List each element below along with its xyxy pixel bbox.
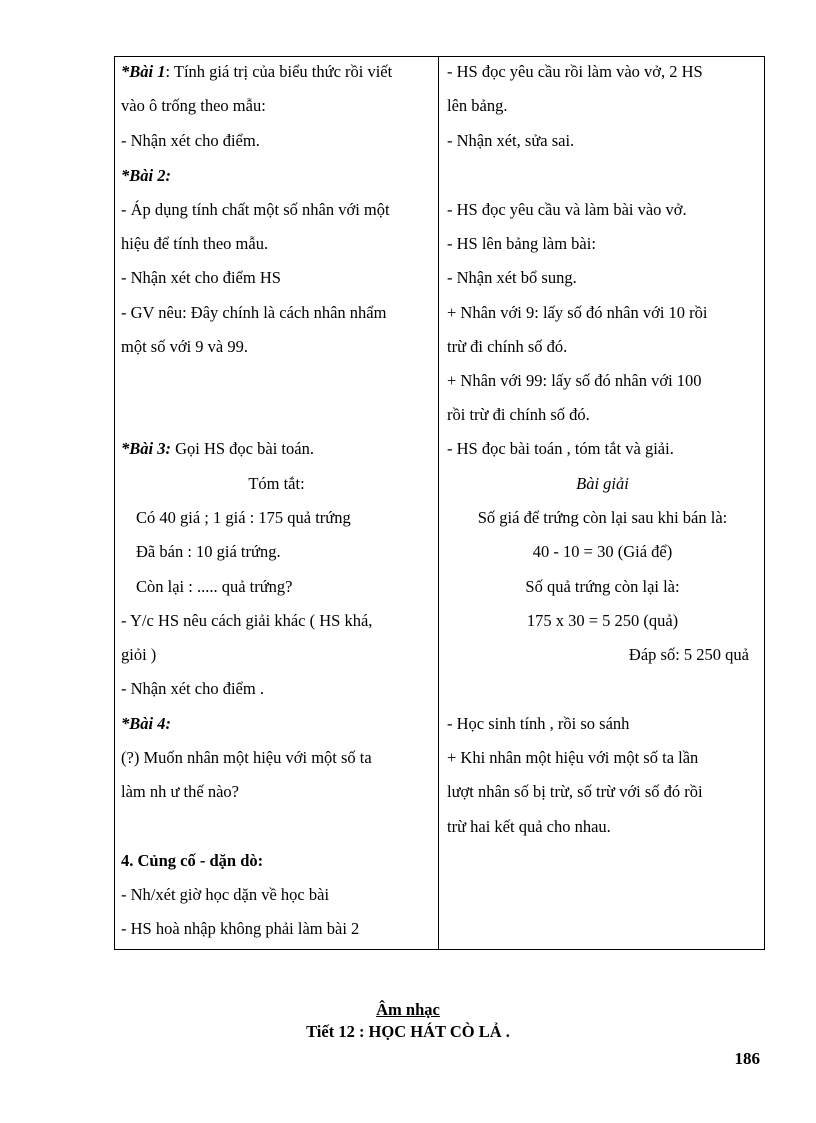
giai-line1: Số giá để trứng còn lại sau khi bán là: — [477, 508, 728, 527]
bai2-line4: - GV nêu: Đây chính là cách nhân nhẩm — [121, 303, 387, 322]
cungco-heading: 4. Củng cố - dặn dò: — [121, 851, 264, 870]
giai-line2: 40 - 10 = 30 (Giá để) — [532, 542, 673, 561]
bai4-label: *Bài 4: — [121, 714, 171, 733]
right-line10: rồi trừ đi chính số đó. — [447, 405, 590, 424]
column-divider — [438, 56, 439, 950]
cungco-line2: - HS hoà nhập không phải làm bài 2 — [121, 919, 360, 938]
bai3-line1 — [121, 438, 314, 460]
giai-line4: 175 x 30 = 5 250 (quả) — [526, 611, 679, 630]
right-line4: - HS đọc yêu cầu và làm bài vào vở. — [447, 200, 687, 219]
right-line3: - Nhận xét, sửa sai. — [447, 131, 575, 150]
lesson-table — [114, 56, 765, 950]
bai2-line3: - Nhận xét cho điểm HS — [121, 268, 281, 287]
bai1-line2: vào ô trống theo mẫu: — [121, 96, 266, 115]
right-line2: lên bảng. — [447, 96, 508, 115]
bai2-line5: một số với 9 và 99. — [121, 337, 248, 356]
right-line13: + Khi nhân một hiệu với một số ta lần — [447, 748, 699, 767]
subject-heading — [0, 1000, 816, 1020]
right-line14: lượt nhân số bị trừ, số trừ với số đó rồi — [447, 782, 703, 801]
tomtat-line1: Có 40 giá ; 1 giá : 175 quả trứng — [136, 508, 351, 527]
baigiai-heading: Bài giải — [576, 474, 629, 493]
bai3-line6: giỏi ) — [121, 645, 157, 664]
page-number: 186 — [734, 1049, 760, 1068]
bai2-line2: hiệu để tính theo mẫu. — [121, 234, 269, 253]
bai3-text: Gọi HS đọc bài toán. — [170, 439, 314, 458]
right-line6: - Nhận xét bổ sung. — [447, 268, 577, 287]
bai1-line3: - Nhận xét cho điểm. — [121, 131, 260, 150]
bai4-line2: làm nh ư thế nào? — [121, 782, 239, 801]
right-line11: - HS đọc bài toán , tóm tắt và giải. — [447, 439, 674, 458]
subject-title: Âm nhạc — [376, 1000, 440, 1019]
bai4-line1: (?) Muốn nhân một hiệu với một số ta — [121, 748, 372, 767]
bai1-text: : Tính giá trị của biểu thức rồi viết — [165, 62, 393, 81]
bai3-line5: - Y/c HS nêu cách giải khác ( HS khá, — [121, 611, 373, 630]
right-line9: + Nhân với 99: lấy số đó nhân với 100 — [447, 371, 702, 390]
bai3-line7: - Nhận xét cho điểm . — [121, 679, 264, 698]
bai1-line1 — [121, 61, 392, 83]
cungco-line1: - Nh/xét giờ học dặn về học bài — [121, 885, 330, 904]
tomtat-line3: Còn lại : ..... quả trứng? — [136, 577, 293, 596]
right-line7: + Nhân với 9: lấy số đó nhân với 10 rồi — [447, 303, 708, 322]
right-line15: trừ hai kết quả cho nhau. — [447, 817, 611, 836]
dap-so: Đáp số: 5 250 quả — [628, 645, 749, 664]
right-line8: trừ đi chính số đó. — [447, 337, 568, 356]
giai-line3: Số quả trứng còn lại là: — [525, 577, 680, 596]
right-line5: - HS lên bảng làm bài: — [447, 234, 596, 253]
bai1-label: *Bài 1 — [121, 62, 166, 81]
tomtat-line2: Đã bán : 10 giá trứng. — [136, 542, 281, 561]
right-line1: - HS đọc yêu cầu rồi làm vào vở, 2 HS — [447, 62, 703, 81]
right-line12: - Học sinh tính , rồi so sánh — [447, 714, 630, 733]
tomtat-heading: Tóm tắt: — [248, 474, 305, 493]
lesson-title: Tiết 12 : HỌC HÁT CÒ LẢ . — [306, 1022, 510, 1041]
bai3-label: *Bài 3: — [121, 439, 171, 458]
bai2-label: *Bài 2: — [121, 166, 171, 185]
bai2-line1: - Áp dụng tính chất một số nhân với một — [121, 200, 390, 219]
